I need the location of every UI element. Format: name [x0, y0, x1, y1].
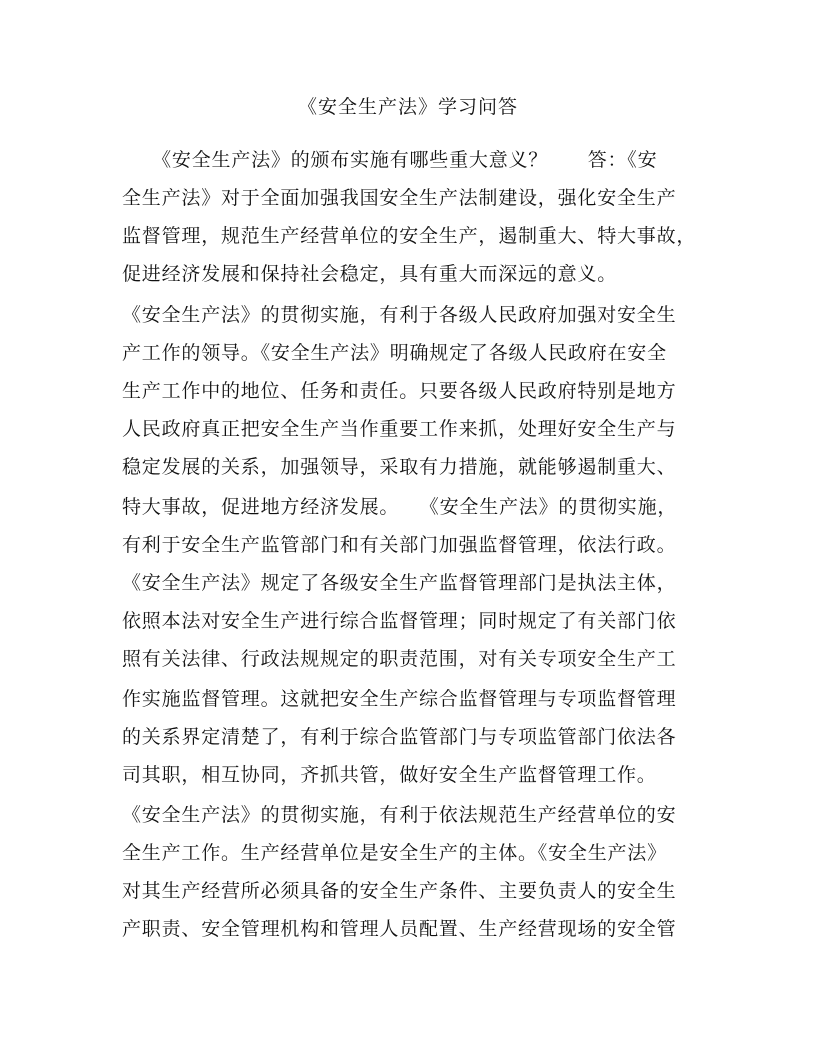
- body-line: 特大事故，促进地方经济发展。 《安全生产法》的贯彻实施，: [122, 496, 678, 518]
- body-line: 《安全生产法》的贯彻实施，有利于依法规范生产经营单位的安: [122, 804, 677, 826]
- body-line: 全生产法》对于全面加强我国安全生产法制建设，强化安全生产: [122, 187, 677, 209]
- body-line: 《安全生产法》的贯彻实施，有利于各级人民政府加强对安全生: [122, 304, 677, 326]
- body-line: 产工作的领导。《安全生产法》明确规定了各级人民政府在安全: [122, 342, 667, 364]
- body-line: 作实施监督管理。这就把安全生产综合监督管理与专项监督管理: [122, 688, 677, 710]
- document-title: 《安全生产法》学习问答: [297, 96, 518, 118]
- body-line: 人民政府真正把安全生产当作重要工作来抓，处理好安全生产与: [122, 418, 677, 440]
- body-line: 照有关法律、行政法规规定的职责范围，对有关专项安全生产工: [122, 648, 677, 670]
- body-line: 生产工作中的地位、任务和责任。只要各级人民政府特别是地方: [122, 380, 677, 402]
- body-line: 稳定发展的关系，加强领导，采取有力措施，就能够遏制重大、: [122, 456, 677, 478]
- body-line: 产职责、安全管理机构和管理人员配置、生产经营现场的安全管: [122, 918, 677, 940]
- body-line: 全生产工作。生产经营单位是安全生产的主体。《安全生产法》: [122, 842, 667, 864]
- body-line: 监督管理，规范生产经营单位的安全生产，遏制重大、特大事故，: [122, 225, 697, 247]
- body-line: 《安全生产法》的颁布实施有哪些重大意义？ 答：《安: [122, 149, 658, 171]
- body-line: 对其生产经营所必须具备的安全生产条件、主要负责人的安全生: [122, 880, 677, 902]
- body-line: 促进经济发展和保持社会稳定，具有重大而深远的意义。: [122, 263, 618, 285]
- body-line: 《安全生产法》规定了各级安全生产监督管理部门是执法主体，: [122, 572, 677, 594]
- body-line: 司其职，相互协同，齐抓共管，做好安全生产监督管理工作。: [122, 764, 657, 786]
- body-line: 有利于安全生产监管部门和有关部门加强监督管理，依法行政。: [122, 534, 677, 556]
- body-line: 依照本法对安全生产进行综合监督管理；同时规定了有关部门依: [122, 610, 677, 632]
- body-line: 的关系界定清楚了，有利于综合监管部门与专项监管部门依法各: [122, 726, 677, 748]
